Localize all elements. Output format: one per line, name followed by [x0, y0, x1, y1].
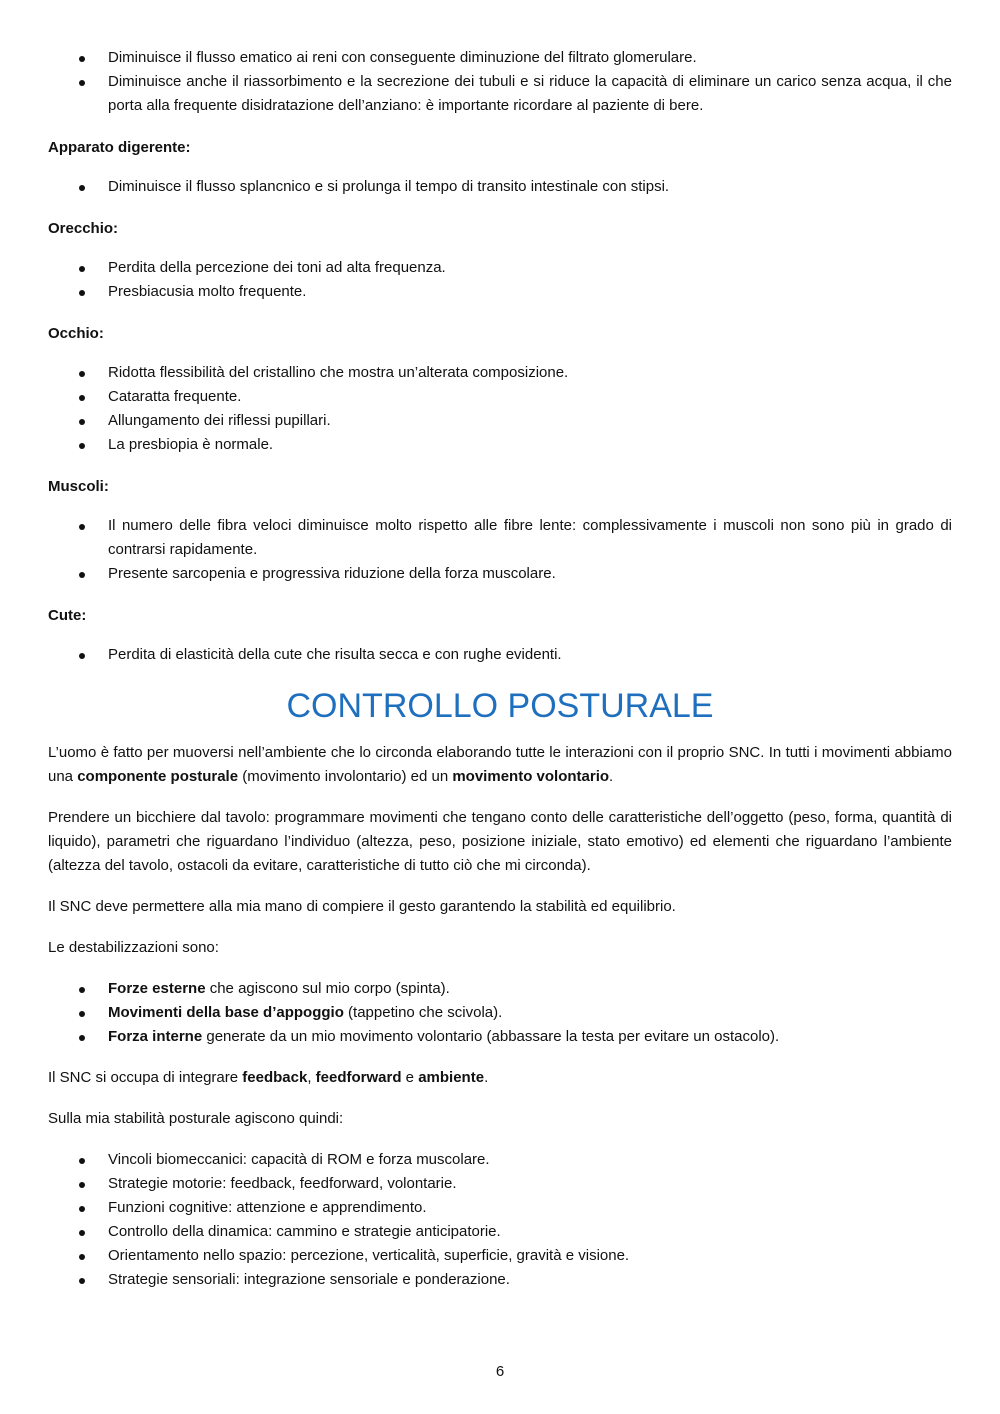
digerente-list [48, 175, 952, 199]
bold-term: feedback [242, 1069, 308, 1086]
bold-term: Movimenti della base d’appoggio [108, 1004, 344, 1021]
paragraph-bicchiere: Prendere un bicchiere dal tavolo: programmare movimenti che tengano conto delle caratteristiche dell’oggetto (peso, forma, quantità di liquido), parametri che riguardano l’individuo (altezza, peso, posizione iniziale, stato emotivo) ed elementi che riguardano l’ambiente (altezza del tavolo, ostacoli da evitare, caratteristiche di tutto ciò che mi circonda). [48, 809, 952, 874]
heading-apparato-digerente: Apparato digerente: [48, 139, 191, 156]
text-span: (movimento involontario) ed un [238, 768, 453, 785]
bold-term: Forze esterne [108, 980, 206, 997]
bold-term: componente posturale [77, 768, 239, 785]
list-item: Ridotta flessibilità del cristallino che mostra un’alterata composizione. [108, 361, 952, 385]
text-span: Il SNC si occupa di integrare [48, 1069, 243, 1086]
text-span: e [401, 1069, 419, 1086]
list-item: Strategie sensoriali: integrazione sensoriale e ponderazione. [108, 1268, 952, 1292]
bold-term: movimento volontario [452, 768, 610, 785]
kidney-list [48, 46, 952, 118]
paragraph-integrazione [48, 1066, 952, 1090]
heading-orecchio: Orecchio: [48, 220, 119, 237]
text-span: , [307, 1069, 316, 1086]
heading-cute: Cute: [48, 607, 87, 624]
bold-term: ambiente [418, 1069, 485, 1086]
list-item: Funzioni cognitive: attenzione e apprendimento. [108, 1196, 952, 1220]
destabilizzazioni-list [48, 977, 952, 1049]
list-item: Perdita di elasticità della cute che risulta secca e con rughe evidenti. [108, 643, 952, 667]
page-number: 6 [495, 1363, 505, 1380]
list-item: Diminuisce il flusso splancnico e si prolunga il tempo di transito intestinale con stipsi. [108, 175, 952, 199]
list-item: Diminuisce anche il riassorbimento e la secrezione dei tubuli e si riduce la capacità di eliminare un carico senza acqua, il che porta alla frequente disidratazione dell’anziano: è importante ricordare al paziente di bere. [108, 70, 952, 118]
text-span: che agiscono sul mio corpo (spinta). [205, 980, 450, 997]
list-item: Orientamento nello spazio: percezione, verticalità, superficie, gravità e visione. [108, 1244, 952, 1268]
stability-list [48, 1148, 952, 1292]
list-item: Allungamento dei riflessi pupillari. [108, 409, 952, 433]
list-item [108, 1001, 952, 1025]
text-span: L’uomo è fatto per muoversi nell’ambiente che lo circonda elaborando tutte le interazioni con il proprio SNC. In tutti i movimenti abbiamo una [48, 744, 952, 785]
section-title: CONTROLLO POSTURALE [286, 687, 714, 725]
list-item: Vincoli biomeccanici: capacità di ROM e forza muscolare. [108, 1148, 952, 1172]
text-span: . [609, 768, 614, 785]
paragraph-stabilita-posturale: Sulla mia stabilità posturale agiscono quindi: [48, 1110, 344, 1127]
paragraph-intro [48, 741, 952, 789]
heading-muscoli: Muscoli: [48, 478, 109, 495]
list-item: Il numero delle fibra veloci diminuisce molto rispetto alle fibre lente: complessivamente i muscoli non sono più in grado di contrarsi rapidamente. [108, 514, 952, 562]
paragraph-snc-stabilita: Il SNC deve permettere alla mia mano di compiere il gesto garantendo la stabilità ed equilibrio. [48, 898, 676, 915]
orecchio-list [48, 256, 952, 304]
heading-occhio: Occhio: [48, 325, 104, 342]
list-item: Strategie motorie: feedback, feedforward, volontarie. [108, 1172, 952, 1196]
occhio-list [48, 361, 952, 457]
bold-term: feedforward [315, 1069, 402, 1086]
list-item: Diminuisce il flusso ematico ai reni con conseguente diminuzione del filtrato glomerulare. [108, 46, 952, 70]
text-span: generate da un mio movimento volontario (abbassare la testa per evitare un ostacolo). [202, 1028, 780, 1045]
list-item: Cataratta frequente. [108, 385, 952, 409]
text-span: (tappetino che scivola). [343, 1004, 503, 1021]
muscoli-list [48, 514, 952, 586]
list-item [108, 977, 952, 1001]
list-item: Controllo della dinamica: cammino e strategie anticipatorie. [108, 1220, 952, 1244]
document-page [48, 46, 952, 1292]
paragraph-destabilizzazioni: Le destabilizzazioni sono: [48, 939, 219, 956]
bold-term: Forza interne [108, 1028, 203, 1045]
list-item: Presbiacusia molto frequente. [108, 280, 952, 304]
text-span: . [484, 1069, 489, 1086]
list-item: La presbiopia è normale. [108, 433, 952, 457]
list-item: Presente sarcopenia e progressiva riduzione della forza muscolare. [108, 562, 952, 586]
cute-list [48, 643, 952, 667]
list-item [108, 1025, 952, 1049]
list-item: Perdita della percezione dei toni ad alta frequenza. [108, 256, 952, 280]
